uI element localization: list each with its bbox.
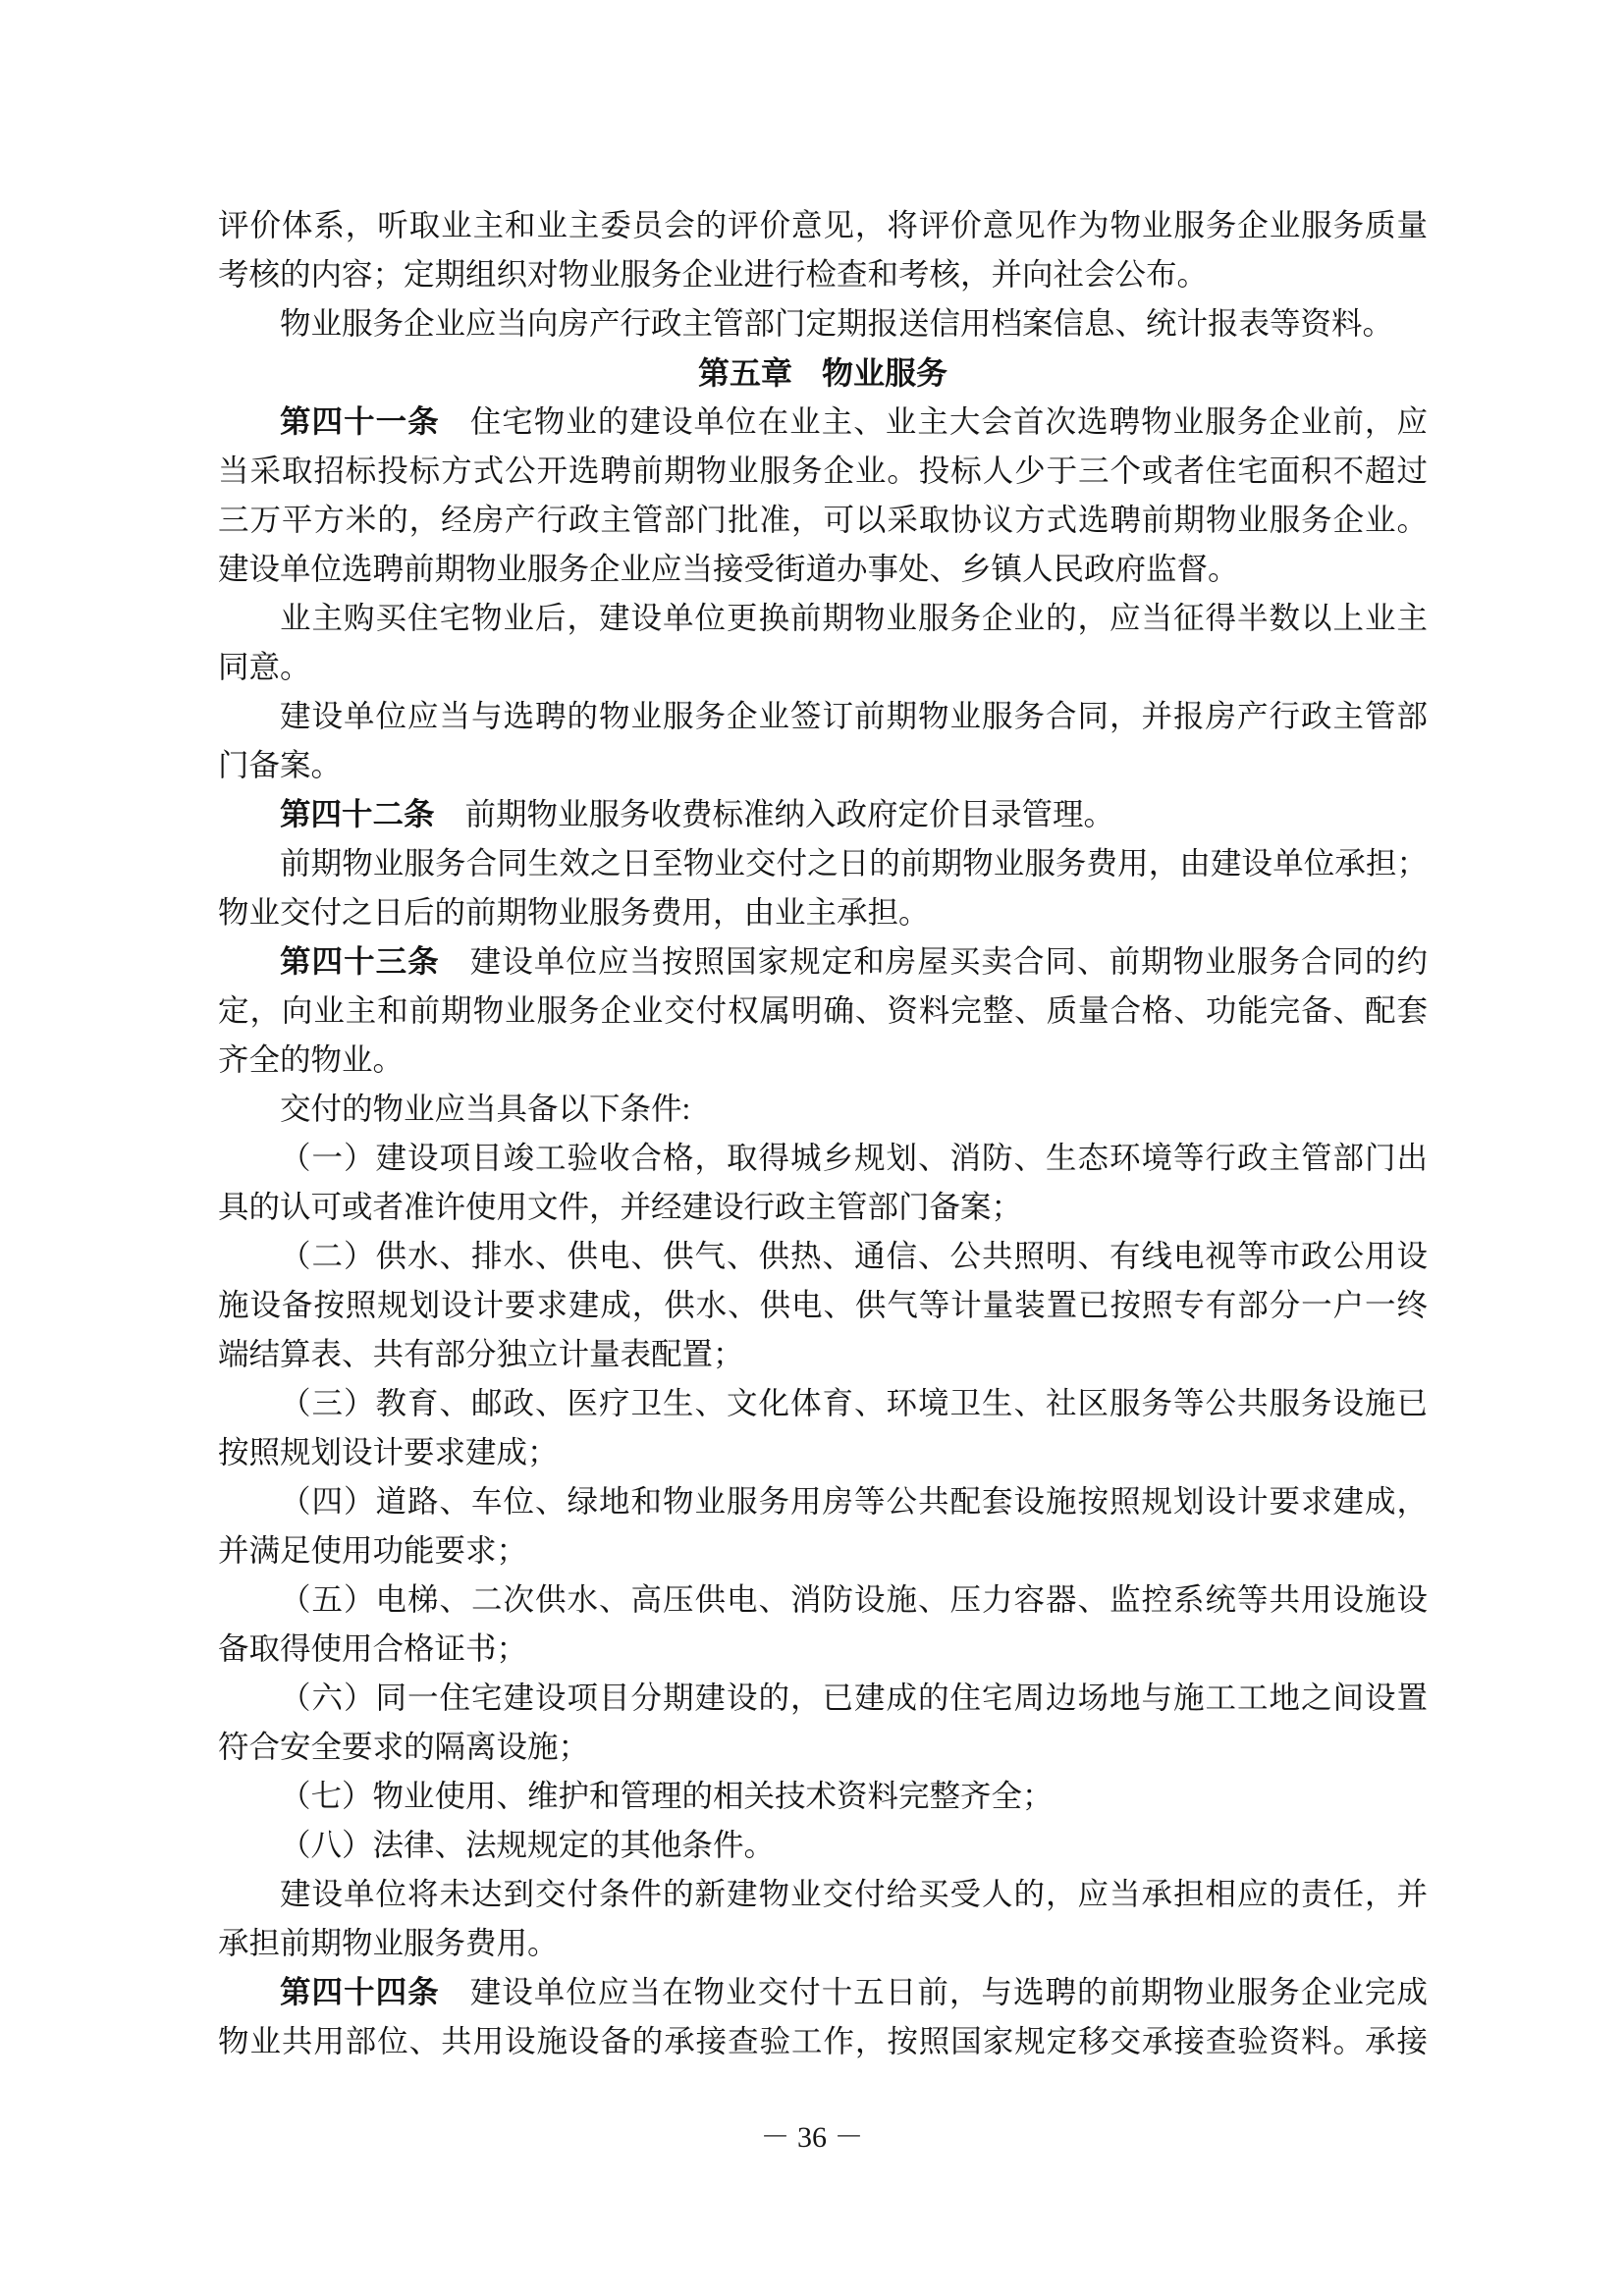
line-text: 符合安全要求的隔离设施； bbox=[218, 1730, 590, 1764]
line-text: 按照规划设计要求建成； bbox=[218, 1435, 559, 1469]
line-text: 三万平方米的，经房产行政主管部门批准，可以采取协议方式选聘前期物业服务企业。 bbox=[218, 503, 1428, 537]
text-line bbox=[218, 1428, 1428, 1477]
text-line bbox=[218, 1919, 1428, 1968]
article-number: 第四十三条 bbox=[280, 944, 440, 979]
line-text: （一）建设项目竣工验收合格，取得城乡规划、消防、生态环境等行政主管部门出 bbox=[280, 1141, 1428, 1175]
text-line bbox=[218, 1232, 1428, 1281]
line-text: 当采取招标投标方式公开选聘前期物业服务企业。投标人少于三个或者住宅面积不超过 bbox=[218, 454, 1428, 488]
text-line bbox=[218, 545, 1428, 594]
line-text: 施设备按照规划设计要求建成，供水、供电、供气等计量装置已按照专有部分一户一终 bbox=[218, 1288, 1428, 1322]
text-line bbox=[218, 1625, 1428, 1674]
text-line bbox=[218, 987, 1428, 1036]
text-line bbox=[218, 2017, 1428, 2066]
text-line bbox=[218, 1036, 1428, 1085]
text-line bbox=[218, 594, 1428, 643]
line-text: （八）法律、法规规定的其他条件。 bbox=[280, 1828, 776, 1862]
line-text: 物业服务企业应当向房产行政主管部门定期报送信用档案信息、统计报表等资料。 bbox=[280, 306, 1394, 341]
text-line bbox=[218, 643, 1428, 692]
line-text: 业主购买住宅物业后，建设单位更换前期物业服务企业的，应当征得半数以上业主 bbox=[280, 601, 1428, 635]
text-line bbox=[218, 1183, 1428, 1232]
line-text: （七）物业使用、维护和管理的相关技术资料完整齐全； bbox=[280, 1779, 1054, 1813]
text-line bbox=[218, 1723, 1428, 1772]
text-line bbox=[218, 1674, 1428, 1723]
text-line bbox=[218, 692, 1428, 741]
line-text: 齐全的物业。 bbox=[218, 1042, 405, 1077]
line-text: 定，向业主和前期物业服务企业交付权属明确、资料完整、质量合格、功能完备、配套 bbox=[218, 993, 1428, 1028]
text-line bbox=[218, 839, 1428, 888]
text-line bbox=[218, 201, 1428, 250]
text-line bbox=[218, 398, 1428, 447]
page-number: － 36 － bbox=[760, 2121, 864, 2154]
line-text: 前期物业服务收费标准纳入政府定价目录管理。 bbox=[464, 797, 1115, 831]
line-text: 并满足使用功能要求； bbox=[218, 1533, 528, 1568]
line-text: 同意。 bbox=[218, 650, 311, 684]
line-text: （六）同一住宅建设项目分期建设的，已建成的住宅周边场地与施工工地之间设置 bbox=[280, 1681, 1428, 1715]
line-text: 交付的物业应当具备以下条件: bbox=[280, 1092, 691, 1126]
chapter-heading bbox=[218, 348, 1428, 398]
text-line bbox=[218, 937, 1428, 987]
text-line bbox=[218, 888, 1428, 937]
article-number: 第四十四条 bbox=[280, 1975, 440, 2009]
text-line bbox=[218, 1379, 1428, 1428]
line-text: 端结算表、共有部分独立计量表配置； bbox=[218, 1337, 744, 1371]
text-line bbox=[218, 250, 1428, 299]
line-text: 备取得使用合格证书； bbox=[218, 1631, 528, 1666]
chapter-number: 第五章 bbox=[697, 355, 792, 391]
text-line bbox=[218, 1821, 1428, 1870]
line-text: 建设单位选聘前期物业服务企业应当接受街道办事处、乡镇人民政府监督。 bbox=[218, 552, 1239, 586]
line-text: 前期物业服务合同生效之日至物业交付之日的前期物业服务费用，由建设单位承担； bbox=[280, 846, 1428, 881]
text-line bbox=[218, 1281, 1428, 1330]
text-line bbox=[218, 1477, 1428, 1526]
article-number: 第四十一条 bbox=[280, 404, 440, 439]
text-line bbox=[218, 790, 1428, 839]
text-line bbox=[218, 299, 1428, 348]
chapter-title: 物业服务 bbox=[822, 355, 948, 391]
page-footer bbox=[0, 2118, 1624, 2158]
text-line bbox=[218, 1330, 1428, 1379]
line-text: 建设单位应当在物业交付十五日前，与选聘的前期物业服务企业完成 bbox=[469, 1975, 1428, 2009]
line-text: 门备案。 bbox=[218, 748, 343, 782]
article-number: 第四十二条 bbox=[280, 797, 435, 831]
text-line bbox=[218, 1134, 1428, 1183]
line-text: （二）供水、排水、供电、供气、供热、通信、公共照明、有线电视等市政公用设 bbox=[280, 1239, 1428, 1273]
text-line bbox=[218, 741, 1428, 790]
line-text: 评价体系，听取业主和业主委员会的评价意见，将评价意见作为物业服务企业服务质量 bbox=[218, 208, 1428, 242]
text-line bbox=[218, 496, 1428, 545]
line-text: 物业共用部位、共用设施设备的承接查验工作，按照国家规定移交承接查验资料。承接 bbox=[218, 2024, 1428, 2058]
text-line bbox=[218, 1870, 1428, 1919]
text-line bbox=[218, 1772, 1428, 1821]
line-text: 住宅物业的建设单位在业主、业主大会首次选聘物业服务企业前，应 bbox=[469, 404, 1428, 439]
line-text: （四）道路、车位、绿地和物业服务用房等公共配套设施按照规划设计要求建成， bbox=[280, 1484, 1428, 1519]
text-line bbox=[218, 1575, 1428, 1625]
line-text: 具的认可或者准许使用文件，并经建设行政主管部门备案； bbox=[218, 1190, 1023, 1224]
text-line bbox=[218, 1968, 1428, 2017]
text-line bbox=[218, 1085, 1428, 1134]
text-line bbox=[218, 1526, 1428, 1575]
line-text: 考核的内容；定期组织对物业服务企业进行检查和考核，并向社会公布。 bbox=[218, 257, 1209, 292]
line-text: 物业交付之日后的前期物业服务费用，由业主承担。 bbox=[218, 895, 930, 930]
line-text: 承担前期物业服务费用。 bbox=[218, 1926, 559, 1960]
line-text: 建设单位应当按照国家规定和房屋买卖合同、前期物业服务合同的约 bbox=[469, 944, 1428, 979]
text-line bbox=[218, 447, 1428, 496]
line-text: 建设单位应当与选聘的物业服务企业签订前期物业服务合同，并报房产行政主管部 bbox=[280, 699, 1428, 733]
line-text: 建设单位将未达到交付条件的新建物业交付给买受人的，应当承担相应的责任，并 bbox=[280, 1877, 1428, 1911]
line-text: （五）电梯、二次供水、高压供电、消防设施、压力容器、监控系统等共用设施设 bbox=[280, 1582, 1428, 1617]
document-body bbox=[218, 201, 1428, 2066]
line-text: （三）教育、邮政、医疗卫生、文化体育、环境卫生、社区服务等公共服务设施已 bbox=[280, 1386, 1428, 1420]
